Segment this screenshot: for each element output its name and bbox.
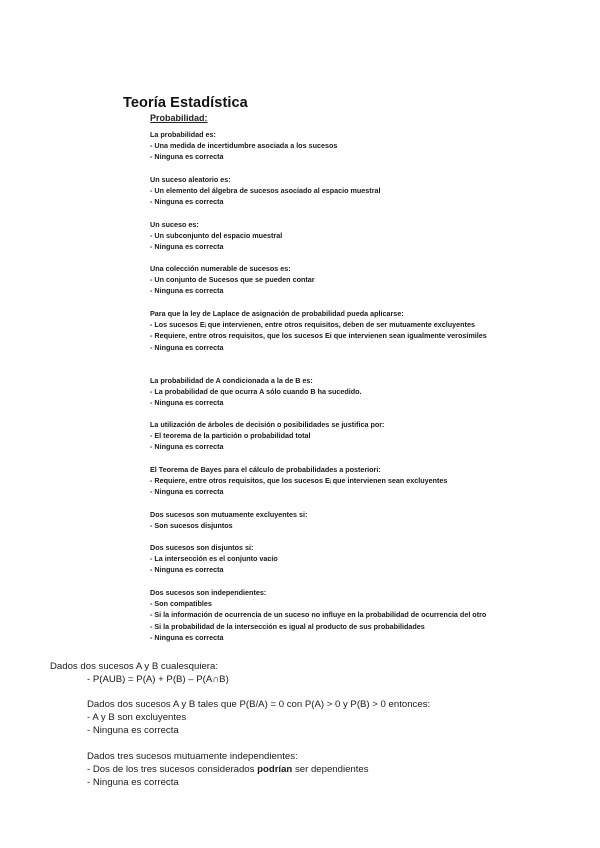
question-text: Dados dos sucesos A y B cualesquiera: [50,661,218,672]
question-text: La utilización de árboles de decisión o posibilidades se justifica por: [150,420,385,429]
question-block [150,129,520,163]
answer-option: - Ninguna es correcta [87,725,179,736]
option-prefix: - Dos de los tres sucesos considerados [87,764,258,775]
question-text: El Teorema de Bayes para el cálculo de probabilidades a posteriori: [150,465,381,474]
question-block [150,542,520,576]
question-text: Dados tres sucesos mutuamente independientes: [87,751,298,762]
question-text: Dos sucesos son disjuntos si: [150,543,254,552]
question-text: Dados dos sucesos A y B tales que P(B/A) = 0 con P(A) > 0 y P(B) > 0 entonces: [87,699,431,710]
question-block [87,750,369,789]
answer-option: - El teorema de la partición o probabilidad total [150,431,311,441]
answer-option: - Un conjunto de Sucesos que se pueden contar [150,275,315,285]
question-text: Para que la ley de Laplace de asignación de probabilidad pueda aplicarse: [150,309,404,318]
question-block [150,509,520,531]
question-block [150,219,520,253]
question-text: La probabilidad de A condicionada a la de B es: [150,376,313,385]
answer-option: - Ninguna es correcta [87,777,179,788]
question-block [150,419,520,453]
question-block [150,263,520,297]
question-text: Dos sucesos son mutuamente excluyentes si: [150,510,308,519]
question-block [150,174,520,208]
question-text: Un suceso es: [150,220,199,229]
page-title: Teoría Estadística [123,95,248,111]
answer-option: - Un subconjunto del espacio muestral [150,231,283,241]
answer-option: - Ninguna es correcta [150,342,224,352]
answer-option: - Un elemento del álgebra de sucesos asociado al espacio muestral [150,186,381,196]
question-block [150,587,520,643]
section-heading: Probabilidad: [150,113,208,123]
question-block [150,464,520,498]
formula-text: - P(AUB) = P(A) + P(B) – P(A∩B) [87,674,229,685]
answer-option: - Ninguna es correcta [150,286,224,296]
answer-option: - Ninguna es correcta [150,398,224,408]
answer-option [87,763,369,776]
answer-option: - Ninguna es correcta [150,442,224,452]
answer-option: - Requiere, entre otros requisitos, que los sucesos Eᵢ que intervienen sean excluyentes [150,476,448,486]
question-text: Un suceso aleatorio es: [150,175,231,184]
answer-option: - Ninguna es correcta [150,197,224,207]
question-block [50,660,218,673]
answer-option: - Si la probabilidad de la intersección es igual al producto de sus probabilidades [150,621,425,631]
answer-option: - Son sucesos disjuntos [150,521,233,531]
question-text: La probabilidad es: [150,130,216,139]
formula-line [87,673,229,686]
question-block [150,375,520,409]
question-block [150,308,520,353]
answer-option: - La probabilidad de que ocurra A sólo cuando B ha sucedido. [150,387,362,397]
answer-option: - Los sucesos Eᵢ que intervienen, entre otros requisitos, deben de ser mutuamente excluyentes [150,320,475,330]
answer-option: - A y B son excluyentes [87,712,187,723]
answer-option: - Ninguna es correcta [150,152,224,162]
answer-option: - Una medida de incertidumbre asociada a los sucesos [150,141,338,151]
answer-option: - Ninguna es correcta [150,242,224,252]
answer-option: - Son compatibles [150,599,212,609]
question-text: Dos sucesos son independientes: [150,588,267,597]
option-suffix: ser dependientes [292,764,369,775]
answer-option: - Requiere, entre otros requisitos, que los sucesos Ei que intervienen sean igualmente verosímiles [150,331,487,341]
question-text: Una colección numerable de sucesos es: [150,264,291,273]
question-block [87,698,430,737]
answer-option: - La intersección es el conjunto vacío [150,554,278,564]
answer-option: - Ninguna es correcta [150,487,224,497]
emphasized-word: podrían [257,764,293,775]
answer-option: - Si la información de ocurrencia de un suceso no influye en la probabilidad de ocurrencia del otro [150,610,487,620]
answer-option: - Ninguna es correcta [150,565,224,575]
answer-option: - Ninguna es correcta [150,632,224,642]
